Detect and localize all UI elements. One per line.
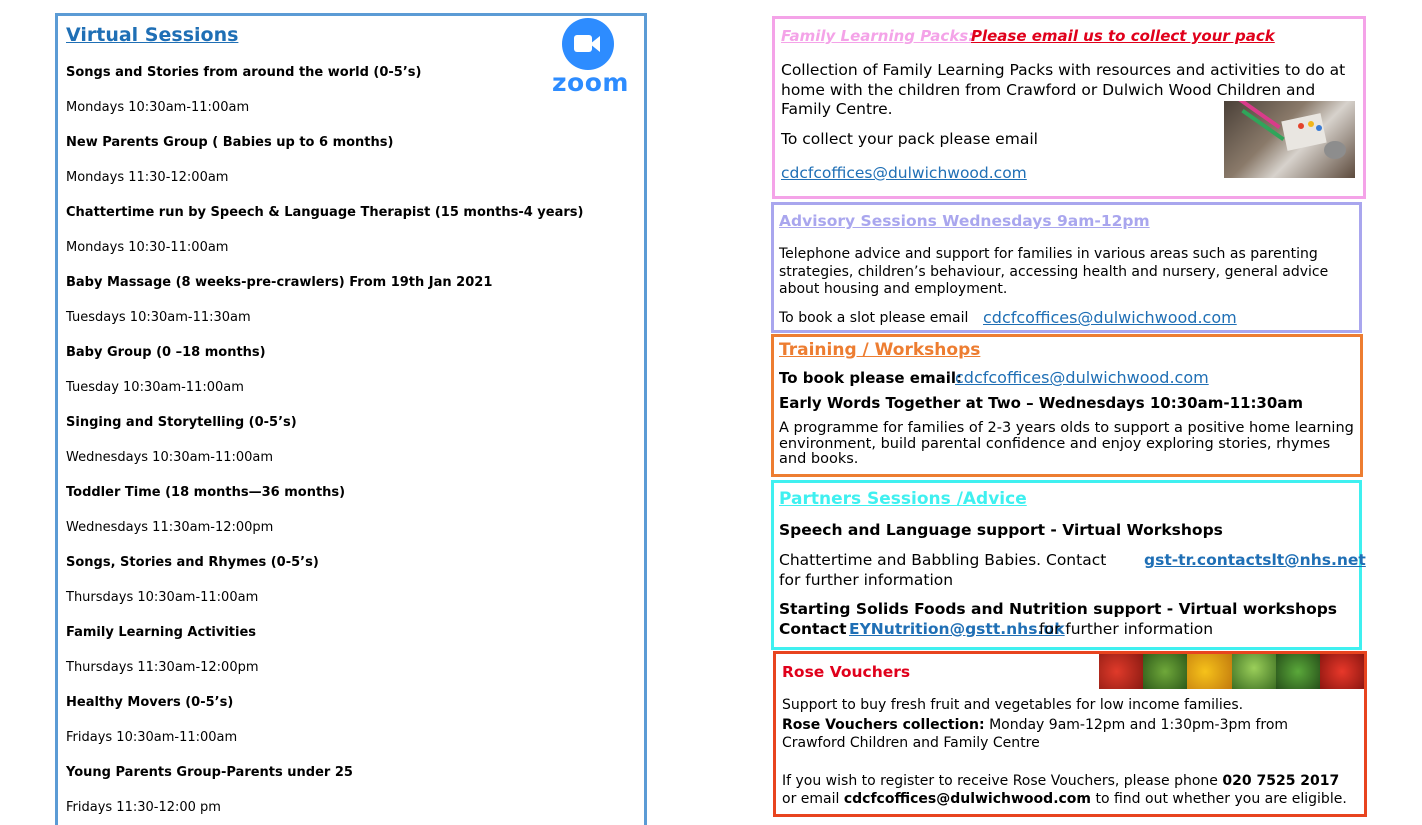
rose-phone: 020 7525 2017 xyxy=(1222,773,1340,789)
rose-email[interactable]: cdcfcoffices@dulwichwood.com xyxy=(843,791,1092,807)
rose-register-tail: to find out whether you are eligible. xyxy=(1095,791,1347,807)
session-time: Thursdays 11:30am-12:00pm xyxy=(66,660,259,675)
session-time: Tuesday 10:30am-11:00am xyxy=(66,380,244,395)
advisory-email-link[interactable]: cdcfcoffices@dulwichwood.com xyxy=(983,308,1237,327)
virtual-sessions-panel xyxy=(55,13,647,825)
rose-collection-text: Monday 9am-12pm and 1:30pm-3pm from Crawford Children and Family Centre xyxy=(782,717,1289,751)
partners-heading: Partners Sessions /Advice xyxy=(779,489,1027,509)
rose-register xyxy=(782,772,1362,808)
advisory-book-text: To book a slot please email xyxy=(779,310,969,326)
speech-further-info: for further information xyxy=(779,571,954,589)
training-event-title: Early Words Together at Two – Wednesdays 10:30am-11:30am xyxy=(779,394,1304,412)
session-time: Wednesdays 11:30am-12:00pm xyxy=(66,520,274,535)
rose-vouchers-box xyxy=(773,651,1367,817)
family-learning-packs-box xyxy=(772,16,1366,199)
advisory-sessions-box xyxy=(771,202,1362,333)
solids-contact-label: Contact xyxy=(779,620,847,638)
solids-further-info: for further information xyxy=(1039,620,1214,638)
session-time: Mondays 10:30am-11:00am xyxy=(66,100,250,115)
session-time: Fridays 10:30am-11:00am xyxy=(66,730,238,745)
packs-body: Collection of Family Learning Packs with resources and activities to do at home with the children from Crawford or Dulwich Wood Children and Family Centre. xyxy=(781,61,1346,118)
training-body: A programme for families of 2-3 years olds to support a positive home learning environment, build parental confidence and enjoy exploring stories, rhymes and books. xyxy=(779,420,1354,467)
advisory-heading: Advisory Sessions Wednesdays 9am-12pm xyxy=(779,212,1150,230)
craft-photo xyxy=(1224,101,1355,178)
solids-email-link[interactable]: EYNutrition@gstt.nhs.uk xyxy=(849,620,1065,638)
speech-support-text: Chattertime and Babbling Babies. Contact xyxy=(779,551,1107,569)
session-time: Mondays 11:30-12:00am xyxy=(66,170,229,185)
packs-collect-text: To collect your pack please email xyxy=(781,130,1038,148)
speech-email-link[interactable]: gst-tr.contactslt@nhs.net xyxy=(1144,551,1366,569)
zoom-logo-text: zoom xyxy=(552,68,629,97)
training-book-text: To book please email: xyxy=(779,369,963,387)
session-name: Chattertime run by Speech & Language Therapist (15 months-4 years) xyxy=(66,205,584,220)
session-name: Toddler Time (18 months—36 months) xyxy=(66,485,346,500)
session-name: Baby Group (0 –18 months) xyxy=(66,345,266,360)
virtual-sessions-title: Virtual Sessions xyxy=(66,24,239,46)
session-name: Young Parents Group-Parents under 25 xyxy=(66,765,353,780)
session-time: Mondays 10:30-11:00am xyxy=(66,240,229,255)
rose-collection xyxy=(782,716,1352,752)
session-time: Fridays 11:30-12:00 pm xyxy=(66,800,221,815)
zoom-logo xyxy=(552,18,628,98)
vegetables-photo xyxy=(1099,654,1364,689)
session-time: Wednesdays 10:30am-11:00am xyxy=(66,450,274,465)
training-heading: Training / Workshops xyxy=(779,340,981,360)
packs-heading: Family Learning Packs: xyxy=(781,27,975,45)
session-name: Baby Massage (8 weeks-pre-crawlers) From 19th Jan 2021 xyxy=(66,275,493,290)
training-email-link[interactable]: cdcfcoffices@dulwichwood.com xyxy=(955,368,1209,387)
rose-intro-text: Support to buy fresh fruit and vegetables for low income families. xyxy=(782,697,1244,713)
session-name: Songs and Stories from around the world (0-5’s) xyxy=(66,65,422,80)
session-name: Singing and Storytelling (0-5’s) xyxy=(66,415,297,430)
packs-subheading: Please email us to collect your pack xyxy=(971,27,1275,45)
session-time: Tuesdays 10:30am-11:30am xyxy=(66,310,251,325)
session-name: Songs, Stories and Rhymes (0-5’s) xyxy=(66,555,319,570)
advisory-body: Telephone advice and support for families in various areas such as parenting strategies, children’s behaviour, accessing health and nursery, general advice about housing and employment. xyxy=(779,246,1329,297)
speech-support-title: Speech and Language support - Virtual Workshops xyxy=(779,521,1223,539)
packs-email-link[interactable]: cdcfcoffices@dulwichwood.com xyxy=(781,164,1027,182)
rose-collection-label: Rose Vouchers collection: xyxy=(782,717,985,733)
session-name: Family Learning Activities xyxy=(66,625,257,640)
solids-support-title: Starting Solids Foods and Nutrition support - Virtual workshops xyxy=(779,600,1338,618)
rose-register-text: If you wish to register to receive Rose Vouchers, please phone xyxy=(782,773,1218,789)
training-workshops-box xyxy=(771,334,1363,477)
session-name: New Parents Group ( Babies up to 6 months) xyxy=(66,135,394,150)
session-time: Thursdays 10:30am-11:00am xyxy=(66,590,259,605)
rose-heading: Rose Vouchers xyxy=(782,663,911,681)
rose-or-email: or email xyxy=(782,791,840,807)
partners-sessions-box xyxy=(771,480,1366,650)
session-name: Healthy Movers (0-5’s) xyxy=(66,695,234,710)
